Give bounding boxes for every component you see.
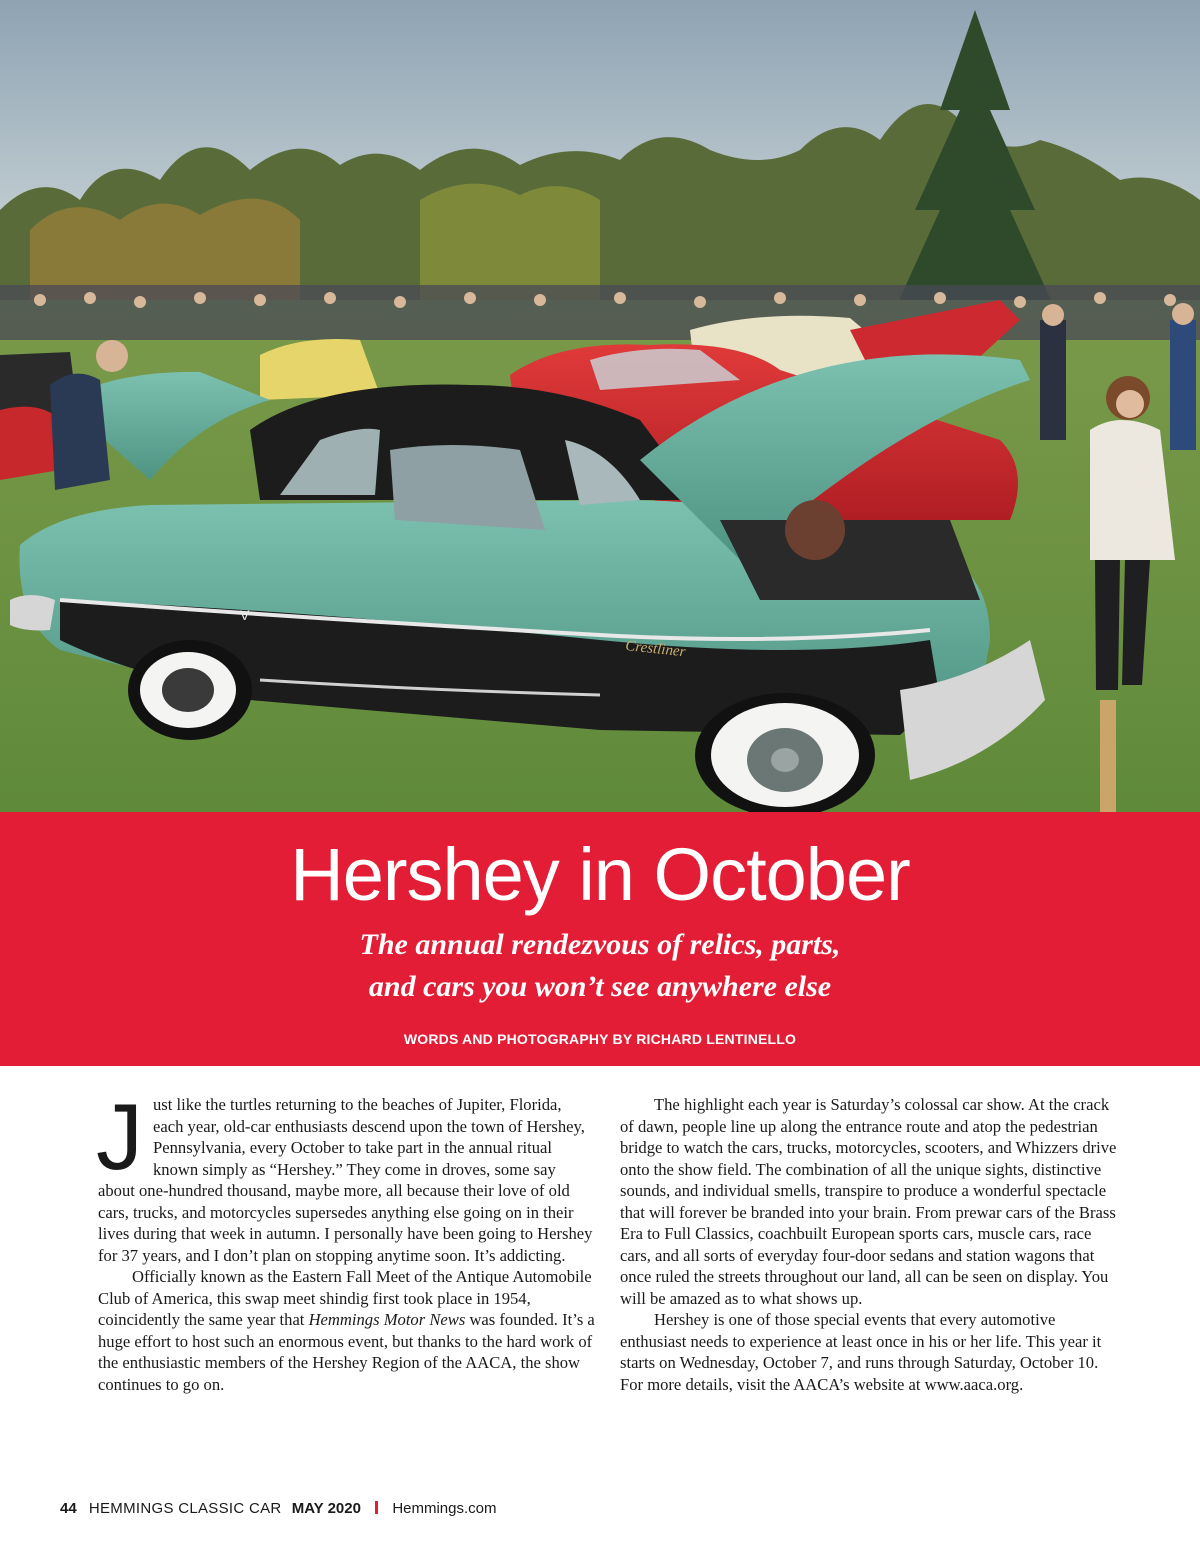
deck-line-1: The annual rendezvous of relics, parts,	[359, 928, 841, 961]
magazine-name: HEMMINGS CLASSIC CAR	[88, 1500, 282, 1517]
paragraph-2	[98, 1266, 596, 1395]
website: Hemmings.com	[392, 1500, 497, 1517]
byline: WORDS AND PHOTOGRAPHY BY RICHARD LENTINELLO	[403, 1031, 797, 1047]
folio-separator	[375, 1501, 378, 1514]
column-left	[96, 1084, 596, 1395]
paragraph-1	[96, 1084, 596, 1266]
column-right	[620, 1094, 1118, 1395]
article-title: Hershey in October	[290, 833, 910, 916]
article-deck	[0, 924, 1200, 1008]
svg-text:V: V	[240, 607, 250, 623]
paragraph-4: Hershey is one of those special events that every automotive enthusiast needs to experience at least once in his or her life. This year it starts on Wednesday, October 7, and runs through Saturday, October 10. For more details, visit the AACA’s website at www.aaca.org.	[620, 1310, 1102, 1394]
title-band	[0, 812, 1200, 1066]
page-number: 44	[60, 1500, 77, 1517]
folio	[60, 1500, 497, 1517]
paragraph-2-text-a: Officially known as the Eastern Fall Meet of the Antique Automobile Club of America, this swap meet shindig first took place in 1954, coincidently the same year that	[98, 1267, 592, 1329]
issue-date: MAY 2020	[291, 1500, 361, 1517]
fender-script: Crestliner	[624, 638, 687, 661]
wooden-stake	[1100, 700, 1116, 812]
paragraph-2-text-b: was founded. It’s a huge effort to host such an enormous event, but thanks to the hard work of the enthusiastic members of the Hershey Region of the AACA, the show continues to go on.	[98, 1310, 595, 1394]
crowd	[0, 285, 1200, 340]
red-roadster	[0, 407, 60, 480]
paragraph-3: The highlight each year is Saturday’s colossal car show. At the crack of dawn, people line up along the entrance route and atop the pedestrian bridge to watch the cars, trucks, motorcycles, scooters, and Whizzers drive onto the show field. The combination of all the unique sights, distinctive sounds, and individual smells, transpire to produce a wonderful spectacle that will forever be branded into your brain. From prewar cars of the Brass Era to Full Classics, coachbuilt European sports cars, muscle cars, race cars, and all sorts of everyday four-door sedans and station wagons that once ruled the streets throughout our land, all can be seen on display. You will be amazed as to what shows up.	[620, 1095, 1117, 1308]
deck-line-2: and cars you won’t see anywhere else	[368, 970, 832, 1003]
drop-cap: J	[96, 1084, 143, 1189]
publication-name: Hemmings Motor News	[308, 1310, 466, 1329]
paragraph-1-text: ust like the turtles returning to the beaches of Jupiter, Florida, each year, old-car enthusiasts descend upon the town of Hershey, Pennsylvania, every October to take part in the annual ritual known simply as “Hershey.” They come in droves, some say about one-hundred thousand, maybe more, all because their love of old cars, trucks, and motorcycles supersedes anything else going on in their lives during that week in autumn. I personally have been going to Hershey for 37 years, and I don’t plan on stopping anytime soon. It’s addicting.	[98, 1095, 593, 1265]
